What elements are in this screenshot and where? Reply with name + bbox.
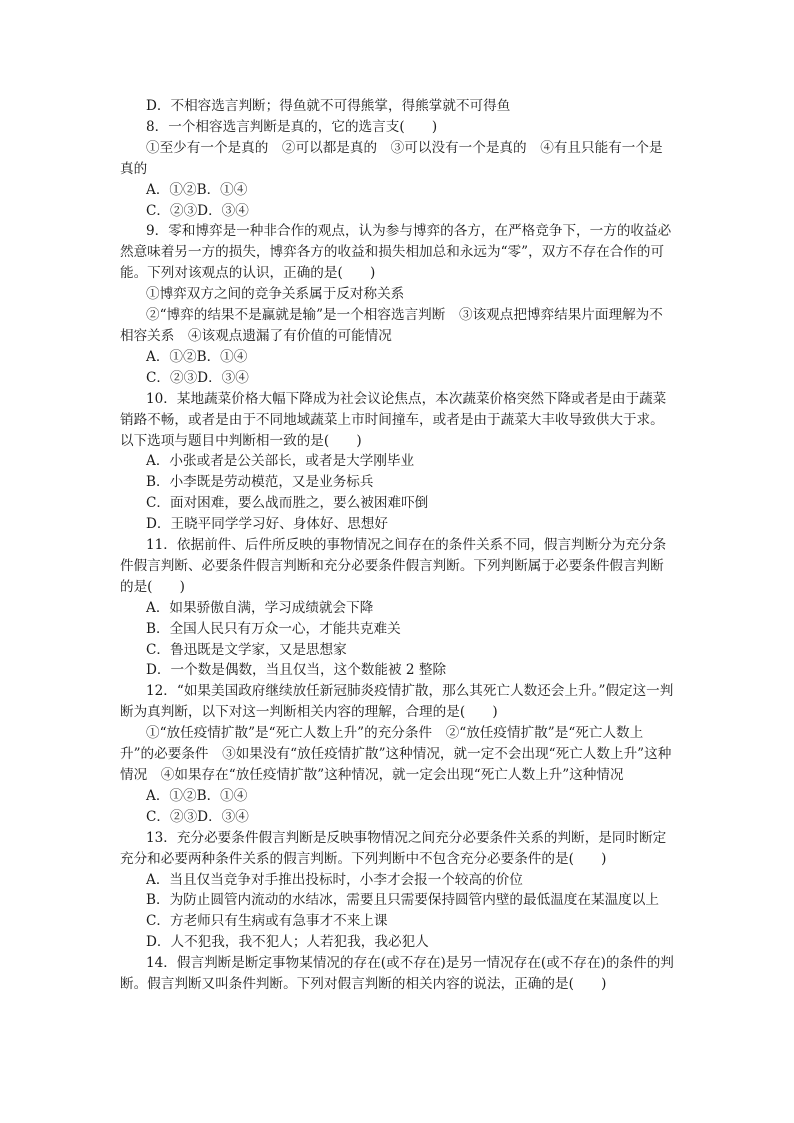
q11-option-d: D．一个数是偶数，当且仅当，这个数能被 2 整除 xyxy=(146,662,447,679)
q13-option-c: C．方老师只有生病或有急事才不来上课 xyxy=(146,913,388,930)
q9-statements-2-4: ②“博弈的结果不是赢就是输”是一个相容选言判断 ③该观点把博弈结果片面理解为不相容关系 ④该观点遗漏了有价值的可能情况 xyxy=(120,307,663,344)
question-10: 10．某地蔬菜价格大幅下降成为社会议论焦点，本次蔬菜价格突然下降或者是由于蔬菜销路不畅，或者是由于不同地域蔬菜上市时间撞车，或者是由于蔬菜大丰收导致供大于求。以下选项与题目中判断相一致的是( ) xyxy=(120,390,667,449)
q8-statements: ①至少有一个是真的 ②可以都是真的 ③可以没有一个是真的 ④有且只能有一个是真的 xyxy=(120,139,663,177)
q9-options-ab: A．①②B．①④ xyxy=(146,348,248,365)
q10-option-d: D．王晓平同学学习好、身体好、思想好 xyxy=(146,516,388,533)
question-12: 12．“如果美国政府继续放任新冠肺炎疫情扩散，那么其死亡人数还会上升。”假定这一判断为真判断，以下对这一判断相关内容的理解，合理的是( ) xyxy=(120,683,674,721)
question-8: 8．一个相容选言判断是真的，它的选言支( ) xyxy=(146,118,438,135)
q9-statement-1: ①博弈双方之间的竞争关系属于反对称关系 xyxy=(146,286,405,303)
q13-option-b: B．为防止圆管内流动的水结冰，需要且只需要保持圆管内壁的最低温度在某温度以上 xyxy=(146,892,659,909)
q10-option-c: C．面对困难，要么战而胜之，要么被困难吓倒 xyxy=(146,495,429,512)
q13-option-a: A．当且仅当竞争对手推出投标时，小李才会报一个较高的价位 xyxy=(146,871,523,888)
q13-option-d: D．人不犯我，我不犯人；人若犯我，我必犯人 xyxy=(146,934,429,951)
q11-option-b: B．全国人民只有万众一心，才能共克难关 xyxy=(146,620,401,637)
q10-option-b: B．小李既是劳动模范，又是业务标兵 xyxy=(146,474,374,491)
q9-options-cd: C．②③D．③④ xyxy=(146,369,249,386)
q12-statements: ①“放任疫情扩散”是“死亡人数上升”的充分条件 ②“放任疫情扩散”是“死亡人数上升”的必要条件 ③如果没有“放任疫情扩散”这种情况，就一定不会出现“死亡人数上升”这种情况 ④如果存在“放任疫情扩散”这种情况，就一定会出现“死亡人数上升”这种情况 xyxy=(120,725,672,783)
q11-option-c: C．鲁迅既是文学家，又是思想家 xyxy=(146,641,347,658)
question-14: 14．假言判断是断定事物某情况的存在(或不存在)是另一情况存在(或不存在)的条件的判断。假言判断又叫条件判断。下列对假言判断的相关内容的说法，正确的是( ) xyxy=(120,955,674,993)
q8-options-ab: A．①②B．①④ xyxy=(146,181,248,198)
q12-options-ab: A．①②B．①④ xyxy=(146,787,248,804)
question-13: 13．充分必要条件假言判断是反映事物情况之间充分必要条件关系的判断，是同时断定充分和必要两种条件关系的假言判断。下列判断中不包含充分必要条件的是( ) xyxy=(120,829,667,867)
question-text xyxy=(120,96,676,995)
question-11: 11．依据前件、后件所反映的事物情况之间存在的条件关系不同，假言判断分为充分条件假言判断、必要条件假言判断和充分必要条件假言判断。下列判断属于必要条件假言判断的是( ) xyxy=(120,537,667,595)
option-d-q7: D．不相容选言判断；得鱼就不可得熊掌，得熊掌就不可得鱼 xyxy=(146,98,511,114)
q12-options-cd: C．②③D．③④ xyxy=(146,808,249,825)
question-9: 9．零和博弈是一种非合作的观点，认为参与博弈的各方，在严格竞争下，一方的收益必然意味着另一方的损失，博弈各方的收益和损失相加总和永远为“零”，双方不存在合作的可能。下列对该观点的认识，正确的是( ) xyxy=(120,223,672,282)
q8-options-cd: C．②③D．③④ xyxy=(146,202,249,219)
q10-option-a: A．小张或者是公关部长，或者是大学刚毕业 xyxy=(146,453,415,470)
q11-option-a: A．如果骄傲自满，学习成绩就会下降 xyxy=(146,599,374,616)
